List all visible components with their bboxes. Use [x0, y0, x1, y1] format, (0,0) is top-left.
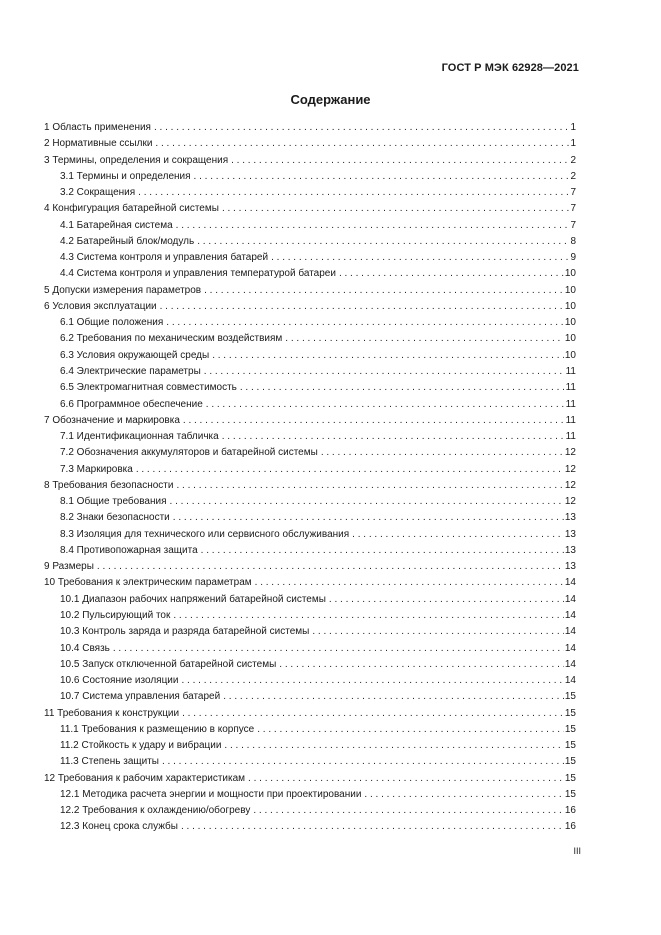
toc-entry-page: 11: [565, 414, 576, 426]
toc-entry-page: 12: [564, 496, 576, 508]
toc-entry[interactable]: [44, 608, 576, 624]
dot-leader: [285, 331, 564, 347]
toc-entry[interactable]: [44, 706, 576, 722]
toc-entry-label: 6.6 Программное обеспечение: [60, 398, 203, 410]
toc-entry[interactable]: [44, 722, 576, 738]
dot-leader: [352, 527, 564, 543]
toc-entry[interactable]: [44, 299, 576, 315]
toc-entry[interactable]: [44, 494, 576, 510]
dot-leader: [181, 819, 564, 835]
dot-leader: [206, 397, 565, 413]
toc-entry[interactable]: [44, 738, 576, 754]
toc-entry[interactable]: [44, 331, 576, 347]
dot-leader: [162, 754, 564, 770]
toc-entry[interactable]: [44, 689, 576, 705]
toc-entry-label: 4.4 Система контроля и управления температурой батареи: [60, 268, 336, 280]
toc-entry-page: 2: [570, 170, 576, 182]
page-number: III: [573, 846, 581, 856]
dot-leader: [155, 136, 569, 152]
toc-entry[interactable]: [44, 413, 576, 429]
toc-entry-label: 11 Требования к конструкции: [44, 707, 180, 719]
dot-leader: [364, 787, 563, 803]
toc-title: Содержание: [290, 92, 371, 107]
toc-entry-label: 6.3 Условия окружающей среды: [60, 349, 210, 361]
toc-entry-label: 4.2 Батарейный блок/модуль: [60, 235, 195, 247]
toc-entry[interactable]: [44, 364, 576, 380]
toc-entry-label: 10.5 Запуск отключенной батарейной системы: [60, 658, 277, 670]
toc-entry-label: 11.1 Требования к размещению в корпусе: [60, 723, 255, 735]
toc-entry-label: 5 Допуски измерения параметров: [44, 284, 202, 296]
dot-leader: [173, 608, 564, 624]
dot-leader: [339, 266, 564, 282]
toc-entry-page: 10: [564, 284, 576, 296]
toc-entry-label: 8.1 Общие требования: [60, 496, 167, 508]
toc-entry[interactable]: [44, 575, 576, 591]
dot-leader: [240, 380, 565, 396]
toc-entry-page: 15: [564, 788, 576, 800]
dot-leader: [181, 673, 563, 689]
toc-entry-label: 12.3 Конец срока службы: [60, 821, 178, 833]
toc-entry[interactable]: [44, 283, 576, 299]
toc-entry[interactable]: [44, 250, 576, 266]
toc-entry-label: 11.2 Стойкость к удару и вибрации: [60, 740, 222, 752]
toc-entry-page: 11: [565, 398, 576, 410]
dot-leader: [166, 315, 564, 331]
toc-entry-page: 1: [570, 122, 576, 133]
toc-entry-label: 6.4 Электрические параметры: [60, 365, 201, 377]
toc-entry-label: 4 Конфигурация батарейной системы: [44, 203, 219, 215]
dot-leader: [253, 803, 564, 819]
toc-entry-page: 12: [564, 463, 576, 475]
toc-entry-page: 13: [564, 561, 576, 573]
dot-leader: [201, 543, 564, 559]
dot-leader: [204, 364, 565, 380]
toc-entry[interactable]: [44, 478, 576, 494]
toc-entry-label: 8 Требования безопасности: [44, 479, 174, 491]
dot-leader: [231, 153, 569, 169]
toc-entry-page: 12: [564, 447, 576, 459]
toc-entry[interactable]: [44, 429, 576, 445]
toc-entry-page: 15: [564, 691, 576, 703]
toc-entry-label: 10.2 Пульсирующий ток: [60, 609, 171, 621]
toc-entry-label: 12.2 Требования к охлаждению/обогреву: [60, 805, 251, 817]
toc-entry-page: 15: [564, 740, 576, 752]
toc-entry[interactable]: [44, 348, 576, 364]
toc-entry-label: 7.1 Идентификационная табличка: [60, 431, 219, 443]
toc-entry[interactable]: [44, 153, 576, 169]
toc-entry-label: 10.3 Контроль заряда и разряда батарейной системы: [60, 626, 310, 638]
dot-leader: [224, 738, 563, 754]
toc-entry-page: 10: [564, 317, 576, 329]
toc-entry-page: 12: [564, 479, 576, 491]
toc-entry-page: 8: [570, 235, 576, 247]
toc-entry[interactable]: [44, 527, 576, 543]
toc-entry-label: 7.3 Маркировка: [60, 463, 133, 475]
dot-leader: [329, 592, 564, 608]
toc-entry-page: 11: [565, 382, 576, 394]
toc-entry-label: 11.3 Степень защиты: [60, 756, 159, 768]
toc-entry-label: 8.3 Изоляция для технического или сервисного обслуживания: [60, 528, 350, 540]
toc-entry-page: 11: [565, 431, 576, 443]
toc-entry-label: 10.7 Система управления батарей: [60, 691, 221, 703]
toc-entry-page: 10: [564, 333, 576, 345]
toc-entry[interactable]: [44, 510, 576, 526]
toc-entry-page: 10: [564, 268, 576, 280]
dot-leader: [170, 494, 564, 510]
toc-entry-page: 15: [564, 756, 576, 768]
toc-entry[interactable]: [44, 169, 576, 185]
toc-entry[interactable]: [44, 234, 576, 250]
dot-leader: [183, 413, 565, 429]
toc-entry[interactable]: [44, 754, 576, 770]
toc-entry-page: 15: [564, 723, 576, 735]
toc-entry-page: 7: [570, 187, 576, 199]
dot-leader: [173, 510, 564, 526]
toc-entry[interactable]: [44, 624, 576, 640]
toc-entry[interactable]: [44, 136, 576, 152]
toc-entry-page: 14: [564, 658, 576, 670]
toc-entry-label: 12 Требования к рабочим характеристикам: [44, 772, 246, 784]
dot-leader: [279, 657, 564, 673]
toc-entry[interactable]: [44, 266, 576, 282]
toc-entry-page: 13: [564, 528, 576, 540]
toc-entry[interactable]: [44, 201, 576, 217]
toc-entry-label: 10.4 Связь: [60, 642, 110, 654]
toc-entry-page: 10: [564, 349, 576, 361]
dot-leader: [222, 201, 570, 217]
toc-entry-label: 3.2 Сокращения: [60, 187, 136, 199]
toc-entry-label: 3 Термины, определения и сокращения: [44, 154, 229, 166]
toc-entry-label: 12.1 Методика расчета энергии и мощности при проектировании: [60, 788, 362, 800]
toc-entry-page: 7: [570, 203, 576, 215]
dot-leader: [255, 575, 564, 591]
dot-leader: [257, 722, 564, 738]
toc-entry-page: 14: [564, 642, 576, 654]
toc-entry-label: 10 Требования к электрическим параметрам: [44, 577, 252, 589]
toc-entry-page: 14: [564, 577, 576, 589]
dot-leader: [321, 445, 564, 461]
toc-entry-page: 14: [564, 675, 576, 687]
toc-entry-label: 9 Размеры: [44, 561, 94, 573]
dot-leader: [204, 283, 564, 299]
toc-entry-page: 14: [564, 609, 576, 621]
toc-entry-label: 2 Нормативные ссылки: [44, 138, 153, 150]
dot-leader: [138, 185, 569, 201]
dot-leader: [271, 250, 569, 266]
toc-entry[interactable]: [44, 380, 576, 396]
toc-entry-label: 4.3 Система контроля и управления батарей: [60, 252, 269, 264]
toc-entry[interactable]: [44, 559, 576, 575]
toc-entry[interactable]: [44, 543, 576, 559]
toc-entry-page: 9: [570, 252, 576, 264]
dot-leader: [223, 689, 564, 705]
dot-leader: [176, 218, 570, 234]
toc-entry[interactable]: [44, 657, 576, 673]
toc-entry-page: 14: [564, 626, 576, 638]
toc-entry[interactable]: [44, 218, 576, 234]
toc-entry-label: 6.2 Требования по механическим воздействиям: [60, 333, 283, 345]
toc-entry[interactable]: [44, 673, 576, 689]
toc-entry[interactable]: [44, 462, 576, 478]
toc-entry-page: 7: [570, 219, 576, 231]
dot-leader: [154, 120, 569, 136]
toc-entry-label: 3.1 Термины и определения: [60, 170, 191, 182]
toc-entry-page: 15: [564, 772, 576, 784]
toc-entry-label: 4.1 Батарейная система: [60, 219, 173, 231]
toc-entry-label: 8.2 Знаки безопасности: [60, 512, 170, 524]
table-of-contents: [44, 120, 576, 836]
dot-leader: [212, 348, 564, 364]
toc-entry-page: 10: [564, 300, 576, 312]
toc-entry[interactable]: [44, 771, 576, 787]
toc-entry-label: 1 Область применения: [44, 122, 151, 133]
dot-leader: [222, 429, 565, 445]
toc-entry[interactable]: [44, 787, 576, 803]
dot-leader: [113, 641, 564, 657]
toc-entry-label: 8.4 Противопожарная защита: [60, 544, 198, 556]
toc-entry[interactable]: [44, 120, 576, 136]
toc-entry-label: 7 Обозначение и маркировка: [44, 414, 180, 426]
dot-leader: [160, 299, 564, 315]
toc-entry-page: 13: [564, 512, 576, 524]
toc-entry-label: 6.1 Общие положения: [60, 317, 164, 329]
toc-entry[interactable]: [44, 445, 576, 461]
dot-leader: [136, 462, 564, 478]
dot-leader: [248, 771, 564, 787]
toc-entry[interactable]: [44, 803, 576, 819]
toc-entry-label: 6.5 Электромагнитная совместимость: [60, 382, 237, 394]
toc-entry-page: 11: [565, 365, 576, 377]
dot-leader: [182, 706, 564, 722]
toc-entry-label: 10.6 Состояние изоляции: [60, 675, 179, 687]
toc-entry-page: 14: [564, 593, 576, 605]
toc-entry[interactable]: [44, 397, 576, 413]
toc-entry[interactable]: [44, 592, 576, 608]
toc-entry-page: 15: [564, 707, 576, 719]
toc-entry[interactable]: [44, 185, 576, 201]
toc-entry-page: 1: [570, 138, 576, 150]
toc-entry[interactable]: [44, 641, 576, 657]
toc-entry-label: 7.2 Обозначения аккумуляторов и батарейной системы: [60, 447, 318, 459]
dot-leader: [194, 169, 570, 185]
dot-leader: [176, 478, 563, 494]
dot-leader: [197, 234, 569, 250]
dot-leader: [312, 624, 564, 640]
toc-entry-page: 16: [564, 805, 576, 817]
standard-code: ГОСТ Р МЭК 62928—2021: [441, 62, 579, 74]
toc-entry-page: 13: [564, 544, 576, 556]
toc-entry[interactable]: [44, 819, 576, 835]
toc-entry-label: 6 Условия эксплуатации: [44, 300, 157, 312]
toc-entry-label: 10.1 Диапазон рабочих напряжений батарейной системы: [60, 593, 326, 605]
toc-entry-page: 2: [570, 154, 576, 166]
toc-entry-page: 16: [564, 821, 576, 833]
dot-leader: [97, 559, 564, 575]
toc-entry[interactable]: [44, 315, 576, 331]
